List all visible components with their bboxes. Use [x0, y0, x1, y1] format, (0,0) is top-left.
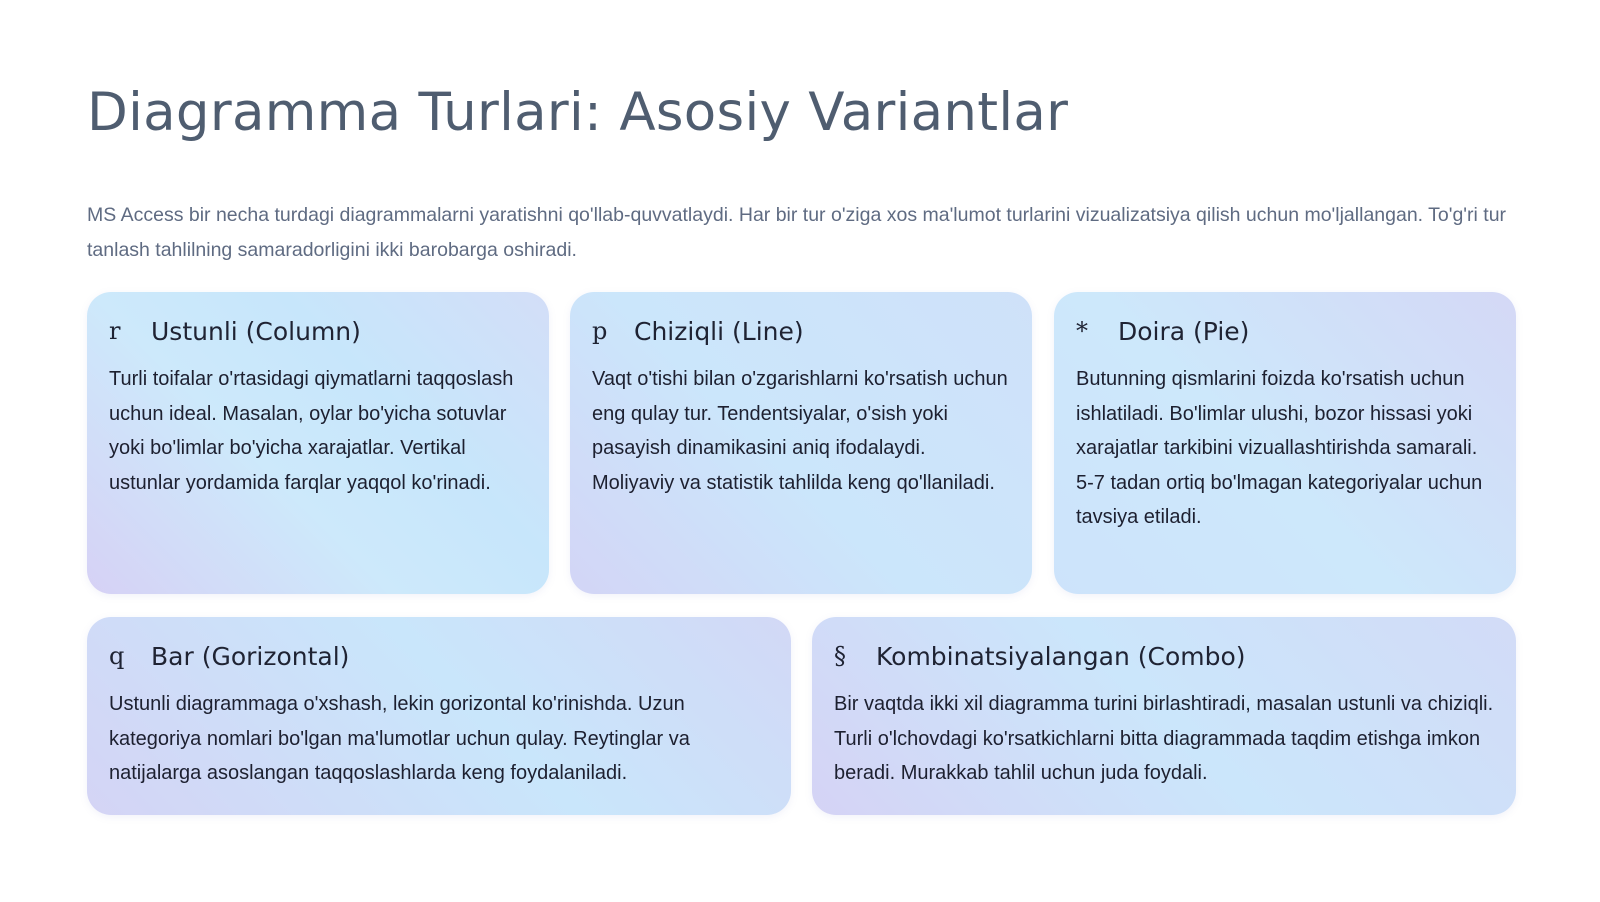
- card-header: [109, 312, 527, 350]
- card-title: Kombinatsiyalangan (Combo): [876, 641, 1246, 671]
- card-header: [109, 637, 769, 675]
- card-title: Ustunli (Column): [151, 316, 361, 346]
- card-header: [834, 637, 1494, 675]
- pie-chart-icon: *: [1076, 317, 1088, 345]
- card-description: Turli toifalar o'rtasidagi qiymatlarni taqqoslash uchun ideal. Masalan, oylar bo'yicha sotuvlar yoki bo'limlar bo'yicha xarajatlar. Vertikal ustunlar yordamida farqlar yaqqol ko'rinadi.: [109, 368, 514, 494]
- card-line: [570, 292, 1032, 594]
- combo-chart-icon: §: [834, 642, 846, 670]
- card-header: [592, 312, 1010, 350]
- card-title: Doira (Pie): [1118, 316, 1250, 346]
- card-column: [87, 292, 549, 594]
- intro-paragraph: MS Access bir necha turdagi diagrammalarni yaratishni qo'llab-quvvatlaydi. Har bir tur o'ziga xos ma'lumot turlarini vizualizatsiya qilish uchun mo'ljallangan. To'g'ri tur tanlash tahlilning samaradorligini ikki barobarga oshiradi.: [87, 204, 1507, 261]
- page-title: Diagramma Turlari: Asosiy Variantlar: [87, 82, 1069, 143]
- card-description: Bir vaqtda ikki xil diagramma turini birlashtiradi, masalan ustunli va chiziqli. Turli o'lchovdagi ko'rsatkichlarni bitta diagrammada taqdim etishga imkon beradi. Murakkab tahlil uchun juda foydali.: [834, 693, 1494, 784]
- bar-chart-icon: q: [109, 642, 125, 670]
- card-description: Ustunli diagrammaga o'xshash, lekin gorizontal ko'rinishda. Uzun kategoriya nomlari bo'lgan ma'lumotlar uchun qulay. Reytinglar va natijalarga asoslangan taqqoslashlarda keng foydalaniladi.: [109, 693, 690, 784]
- card-title: Bar (Gorizontal): [151, 641, 350, 671]
- line-chart-icon: p: [592, 317, 608, 345]
- card-header: [1076, 312, 1494, 350]
- column-chart-icon: r: [109, 317, 121, 345]
- card-title: Chiziqli (Line): [634, 316, 804, 346]
- card-bar: [87, 617, 791, 815]
- card-pie: [1054, 292, 1516, 594]
- card-description: Vaqt o'tishi bilan o'zgarishlarni ko'rsatish uchun eng qulay tur. Tendentsiyalar, o'sish yoki pasayish dinamikasini aniq ifodalaydi. Moliyaviy va statistik tahlilda keng qo'llaniladi.: [592, 368, 1008, 494]
- card-description: Butunning qismlarini foizda ko'rsatish uchun ishlatiladi. Bo'limlar ulushi, bozor hissasi yoki xarajatlar tarkibini vizuallashtirishda samarali. 5-7 tadan ortiq bo'lmagan kategoriyalar uchun tavsiya etiladi.: [1076, 368, 1483, 528]
- card-combo: [812, 617, 1516, 815]
